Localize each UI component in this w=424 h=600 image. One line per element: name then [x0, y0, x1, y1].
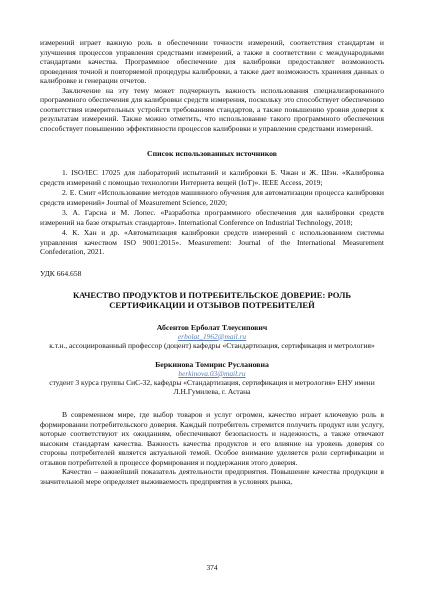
conclusion-paragraph: Заключение на эту тему может подчеркнуть важность использования специализированного программного обеспечения для калибровки средств измерения, поскольку это способствует обеспечению соответствия измерительных устройств требованиям стандартов, а также повышению уровня доверия к результатам измерений. Также можно отметить, что использование такого программного обеспечения способствует повышению эффективности процессов калибровки и управления средствами измерений.	[40, 85, 384, 133]
author-email-2[interactable]: berkinova.03@mail.ru	[178, 368, 246, 378]
author-email-1[interactable]: erbolat_1962@mail.ru	[177, 331, 247, 341]
document-page	[40, 38, 384, 486]
udc-code: УДК 664.658	[40, 268, 82, 278]
author-name-1: Абсентов Ерболат Тлеусипович	[156, 322, 268, 332]
reference-item-4: 4. К. Хан и др. «Автоматизация калибровки средств измерений с использованием системы управления качеством ISO 9001:2015». Measurement: Journal of the International Measurement Confederation, 2021.	[40, 228, 384, 256]
author-name-2: Беркинова Томирис Руслановна	[155, 359, 269, 369]
author-affiliation-1: к.т.н., ассоциированный профессор (доцент) кафедры «Стандартизация, сертификация и метрология»	[49, 340, 375, 350]
reference-item-1: 1. ISO/IEC 17025 для лабораторий испытаний и калибровки Б. Чжан и Ж. Шэн. «Калибровка средств измерений с помощью технологии Интернета вещей (IoT)». IEEE Access, 2019;	[40, 168, 384, 187]
page-number: 374	[206, 563, 218, 572]
references-heading: Список использованных источников	[146, 149, 278, 158]
reference-item-2: 2. Е. Смит «Использование методов машинного обучения для автоматизации процесса калибровки средств измерений» Journal of Measurement Science, 2020;	[40, 188, 384, 207]
author-affiliation-2: студент 3 курса группы СиС-32, кафедры «Стандартизация, сертификация и метрология» ЕНУ имени Л.Н.Гумилева, г. Астана	[49, 377, 375, 397]
body-paragraph-1: В современном мире, где выбор товаров и услуг огромен, качество играет ключевую роль в формировании потребительского доверия. Каждый потребитель стремится получить продукт или услугу, которые соответствуют их ожиданиям, обеспечивают безопасность и надежность, а также отвечают высоким стандартам качества. Важность качества продуктов и его влияние на уровень доверия со стороны потребителей является актуальной темой. Особое внимание уделяется роли сертификации и отзывов потребителей в процессе формирования и поддержания этого доверия.	[40, 410, 384, 467]
body-paragraph-2: Качество – важнейший показатель деятельности предприятия. Повышение качества продукции в значительной мере определяет выживаемость предприятия в условиях рынка,	[40, 467, 384, 486]
article-title: КАЧЕСТВО ПРОДУКТОВ И ПОТРЕБИТЕЛЬСКОЕ ДОВЕРИЕ: РОЛЬ СЕРТИФИКАЦИИ И ОТЗЫВОВ ПОТРЕБИТЕЛЕЙ	[72, 289, 352, 310]
intro-paragraph-1: измерений играет важную роль в обеспечении точности измерений, соответствия стандартам и улучшения процессов управления средствами измерений, а также в соответствии с международными стандартами качества. Программное обеспечение для калибровки предоставляет возможность проведения точной и повторяемой процедуры калибровки, а также дает возможность хранения данных о калибровке и генерации отчетов.	[40, 38, 384, 85]
reference-item-3: 3. А. Гарсиа и М. Лопес. «Разработка программного обеспечения для калибровки средств измерений на базе открытых стандартов». International Conference on Industrial Technology, 2018;	[40, 208, 384, 227]
